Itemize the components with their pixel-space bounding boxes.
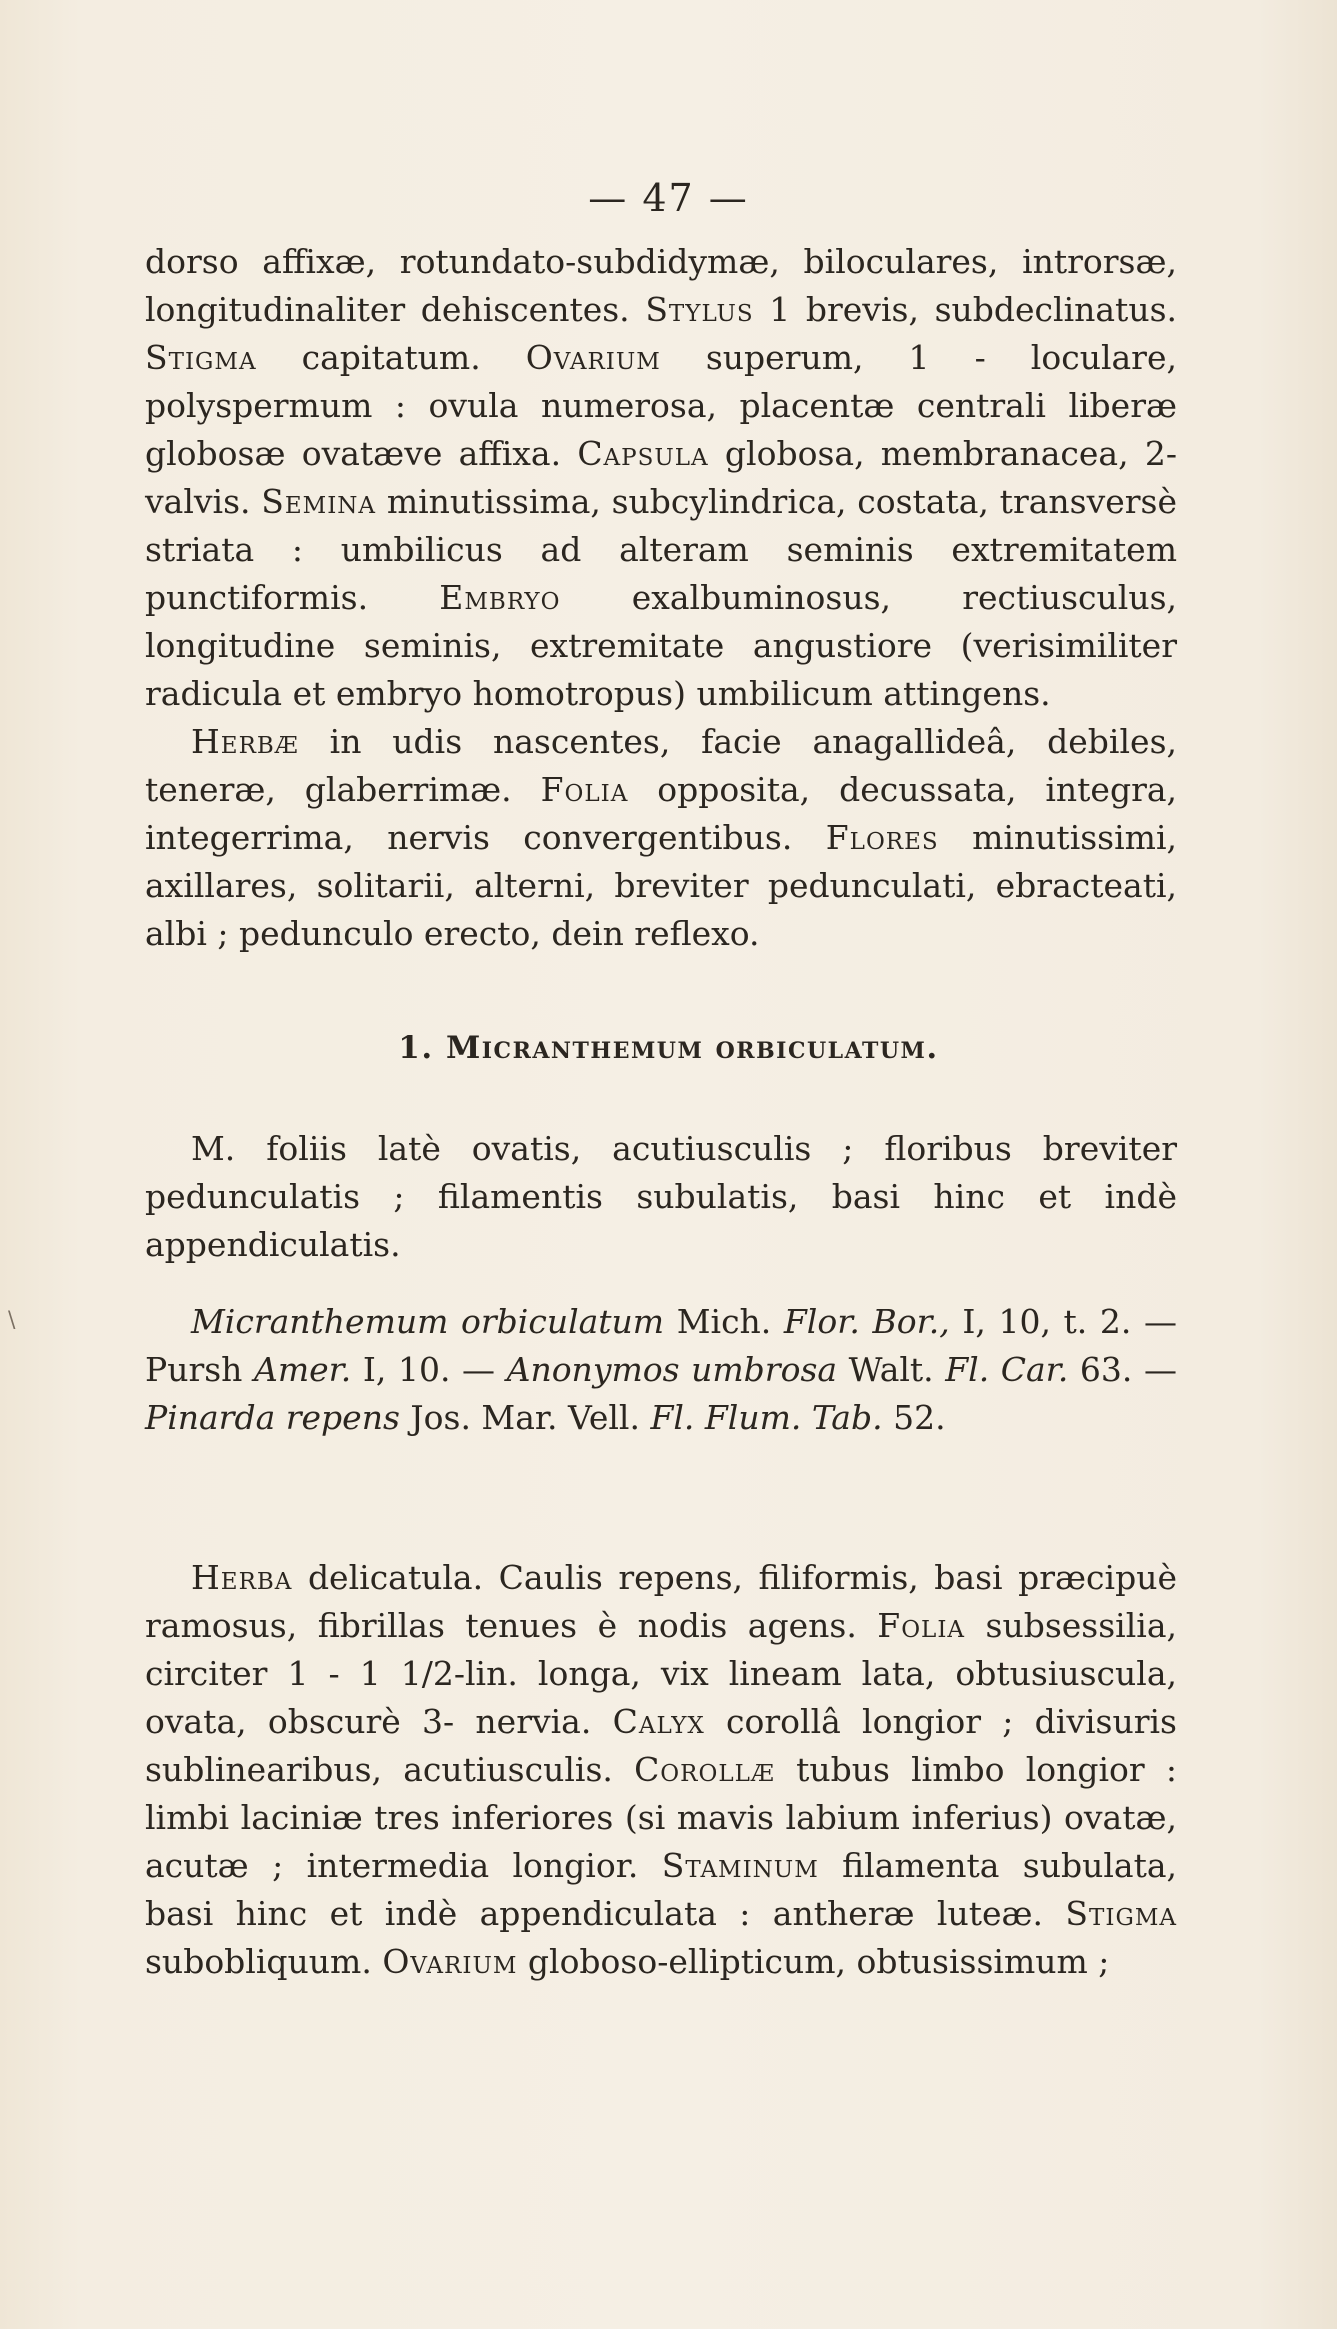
calyx-text: corollâ longior ; divisuris sublinearibus, acutiusculis.	[145, 1702, 1177, 1789]
desc-stigma-label: Stigma	[1065, 1894, 1177, 1933]
ovarium-label: Ovarium	[525, 338, 661, 377]
syn3-name: Anonymos umbrosa	[506, 1350, 838, 1389]
species-number: 1.	[398, 1030, 434, 1066]
corollae-text: tubus limbo longior : limbi laciniæ tres inferiores (si mavis labium inferius) ovatæ, acutæ ; intermedia longior.	[145, 1750, 1177, 1885]
species-heading	[0, 1030, 1337, 1066]
habit-folia-label: Folia	[540, 770, 629, 809]
syn1-name: Micranthemum orbiculatum	[191, 1302, 665, 1341]
capsula-text: globosa, membranacea, 2-valvis.	[145, 434, 1177, 521]
embryo-text: exalbuminosus, rectiusculus, longitudine seminis, extremitate angustiore (verisimiliter radicula et embryo homotropus) umbilicum attingens.	[145, 578, 1177, 713]
staminum-text: filamenta subulata, basi hinc et indè appendiculata : antheræ luteæ.	[145, 1846, 1177, 1933]
stylus-label: Stylus	[645, 290, 754, 329]
calyx-label: Calyx	[612, 1702, 705, 1741]
staminum-label: Staminum	[661, 1846, 819, 1885]
flores-label: Flores	[825, 818, 939, 857]
syn3-work: Fl. Car.	[945, 1350, 1069, 1389]
syn1-work: Flor. Bor.,	[783, 1302, 950, 1341]
margin-mark: \	[8, 1308, 16, 1333]
stylus-text: 1 brevis, subdeclinatus.	[769, 290, 1177, 329]
herba-label: Herba	[191, 1558, 293, 1597]
desc-folia-label: Folia	[877, 1606, 966, 1645]
herbae-label: Herbæ	[191, 722, 299, 761]
semina-label: Semina	[261, 482, 377, 521]
species-name: Micranthemum orbiculatum.	[445, 1030, 939, 1066]
syn2-work: Amer.	[254, 1350, 352, 1389]
habit-folia-text: opposita, decussata, integra, integerrima, nervis convergentibus.	[145, 770, 1178, 857]
syn4-ref: 52.	[893, 1398, 946, 1437]
syn3-author: Walt.	[848, 1350, 934, 1389]
herba-text: delicatula.	[307, 1558, 484, 1597]
syn2-ref: I, 10. —	[362, 1350, 496, 1389]
page-number: — 47 —	[588, 176, 749, 220]
syn4-work: Fl. Flum. Tab.	[650, 1398, 883, 1437]
habit-paragraph	[145, 718, 1177, 958]
desc-ovarium-label: Ovarium	[382, 1942, 518, 1981]
capsula-label: Capsula	[577, 434, 709, 473]
desc-stigma-text: subobliquum.	[145, 1942, 372, 1981]
syn3-ref: 63. —	[1079, 1350, 1177, 1389]
embryo-label: Embryo	[439, 578, 561, 617]
diagnosis-paragraph	[145, 1125, 1177, 1269]
corollae-label: Corollæ	[634, 1750, 775, 1789]
desc-folia-text: subsessilia, circiter 1 - 1 1/2-lin. longa, vix lineam lata, obtusiuscula, ovata, obscurè 3- nervia.	[145, 1606, 1177, 1741]
ovarium-text: superum, 1 - loculare, polyspermum : ovula numerosa, placentæ centrali liberæ globosæ ovatæve affixa.	[145, 338, 1177, 473]
caulis-text: Caulis repens, filiformis, basi præcipuè ramosus, fibrillas tenues è nodis agens.	[145, 1558, 1177, 1645]
herbae-text: in udis nascentes, facie anagallideâ, debiles, teneræ, glaberrimæ.	[145, 722, 1177, 809]
semina-text: minutissima, subcylindrica, costata, transversè striata : umbilicus ad alteram seminis extremitatem punctiformis.	[145, 482, 1177, 617]
genus-anthers-text: dorso affixæ, rotundato-subdidymæ, biloculares, introrsæ, longitudinaliter dehiscentes.	[145, 242, 1177, 329]
diagnosis-text: M. foliis latè ovatis, acutiusculis ; floribus breviter pedunculatis ; filamentis subulatis, basi hinc et indè appendiculatis.	[145, 1129, 1177, 1264]
genus-description-paragraph	[145, 238, 1177, 718]
desc-ovarium-text: globoso-ellipticum, obtusissimum ;	[527, 1942, 1110, 1981]
stigma-label: Stigma	[145, 338, 257, 377]
syn4-name: Pinarda repens	[145, 1398, 400, 1437]
stigma-text: capitatum.	[301, 338, 481, 377]
synonymy-paragraph	[145, 1298, 1177, 1442]
flores-text: minutissimi, axillares, solitarii, alterni, breviter pedunculati, ebracteati, albi ; pedunculo erecto, dein reflexo.	[145, 818, 1178, 953]
species-description-paragraph	[145, 1554, 1177, 1986]
syn1-ref: I, 10, t. 2. — Pursh	[145, 1302, 1177, 1389]
syn4-author: Jos. Mar. Vell.	[410, 1398, 640, 1437]
syn1-author: Mich.	[676, 1302, 772, 1341]
